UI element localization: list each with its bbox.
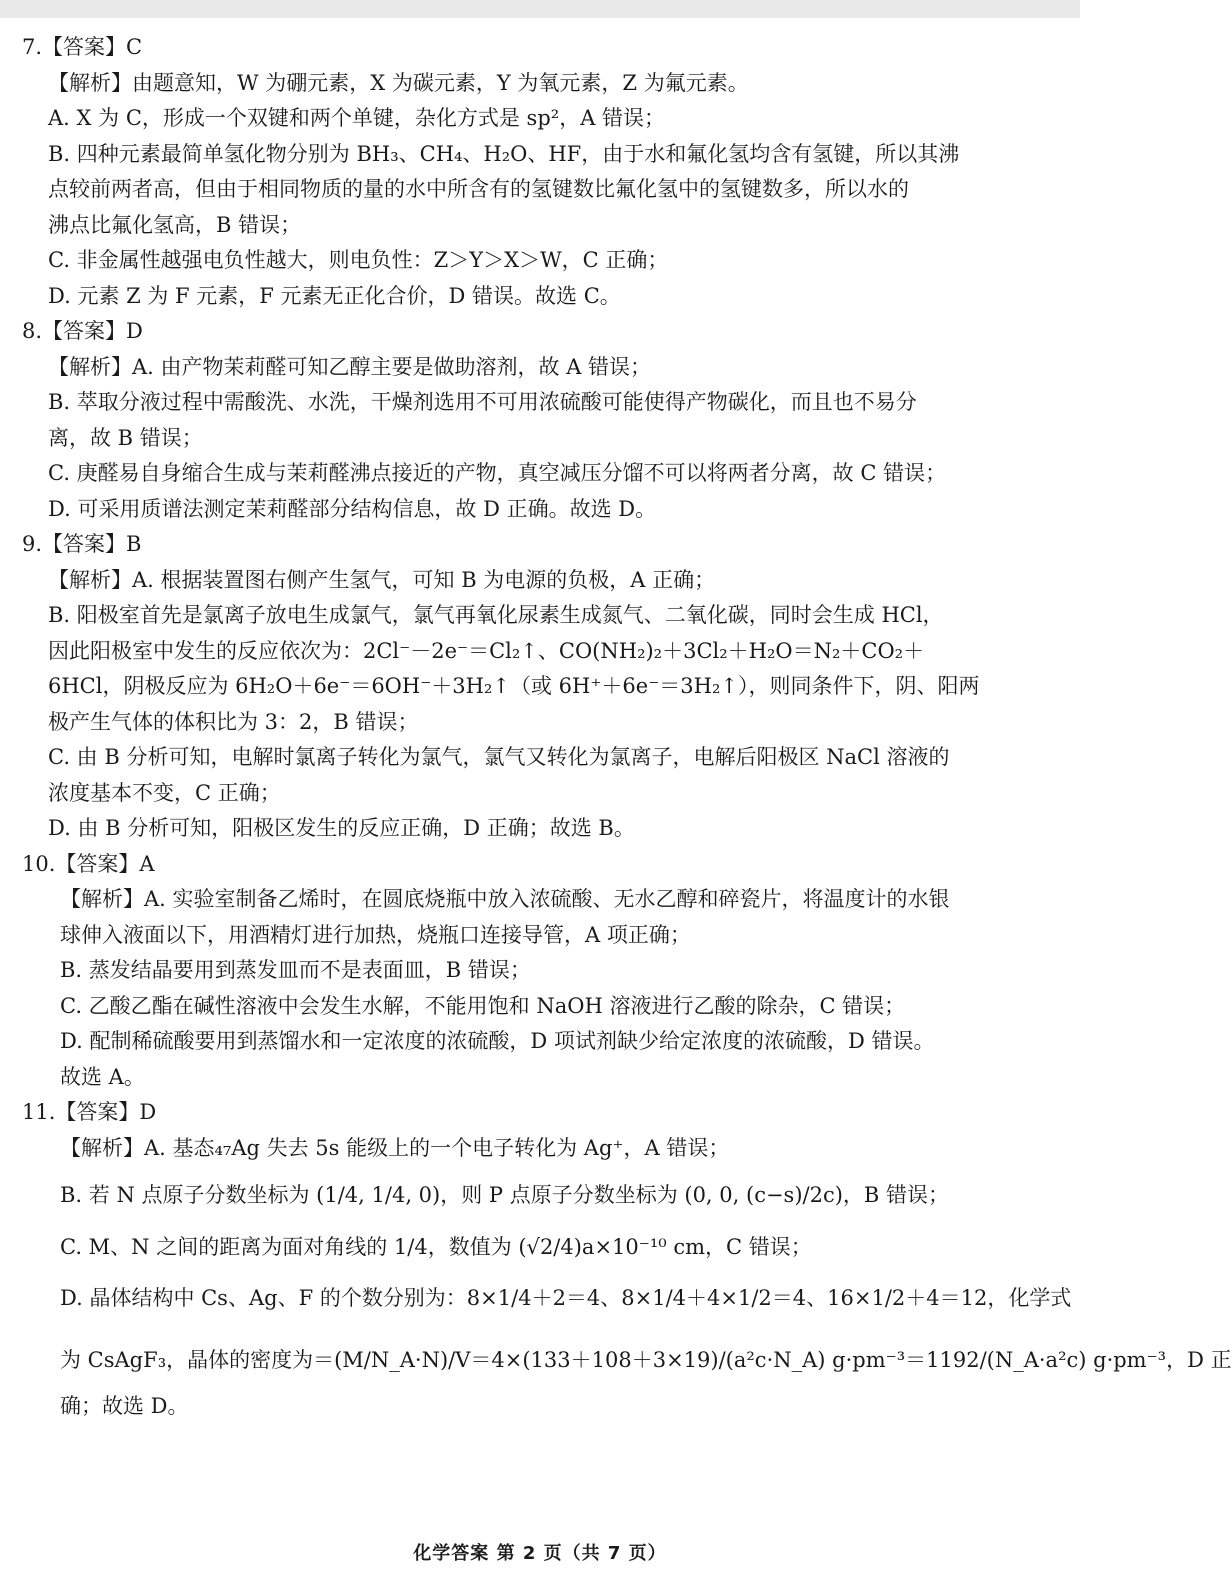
q11-answer: 11.【答案】D xyxy=(22,1100,157,1124)
q8-line-2: B. 萃取分液过程中需酸洗、水洗，干燥剂选用不可用浓硫酸可能使得产物碳化，而且也不易分 xyxy=(48,390,917,414)
scan-top-edge xyxy=(0,0,1080,18)
q9-line-4: 6HCl，阴极反应为 6H₂O＋6e⁻＝6OH⁻＋3H₂↑（或 6H⁺＋6e⁻＝3H₂↑），则同条件下，阴、阳两 xyxy=(48,674,980,698)
q9-line-8: D. 由 B 分析可知，阳极区发生的反应正确，D 正确；故选 B。 xyxy=(48,816,635,840)
q11-line-e: 为 CsAgF₃，晶体的密度为＝(M/N_A·N)/V＝4×(133＋108＋3×19)/(a²c·N_A) g·pm⁻³＝1192/(N_A·a²c) g·pm⁻³，D 正 xyxy=(60,1347,1232,1372)
q9-line-6: C. 由 B 分析可知，电解时氯离子转化为氯气，氯气又转化为氯离子，电解后阳极区 NaCl 溶液的 xyxy=(48,745,950,769)
q9-line-7: 浓度基本不变，C 正确； xyxy=(48,780,281,805)
q8-line-3: 离，故 B 错误； xyxy=(48,425,203,450)
q10-line-3: B. 蒸发结晶要用到蒸发皿而不是表面皿，B 错误； xyxy=(60,958,531,982)
q10-line-4: C. 乙酸乙酯在碱性溶液中会发生水解，不能用饱和 NaOH 溶液进行乙酸的除杂，C 错误； xyxy=(60,993,906,1018)
q7-line-6: C. 非金属性越强电负性越大，则电负性：Z＞Y＞X＞W，C 正确； xyxy=(48,248,669,272)
q10-line-1: 【解析】A. 实验室制备乙烯时，在圆底烧瓶中放入浓硫酸、无水乙醇和碎瓷片，将温度计的水银 xyxy=(60,887,950,911)
question-7 xyxy=(22,30,1052,314)
q11-line-c: C. M、N 之间的距离为面对角线的 1/4，数值为 (√2/4)a×10⁻¹⁰ cm，C 错误； xyxy=(60,1234,812,1259)
page-footer: 化学答案 第 2 页（共 7 页） xyxy=(413,1543,667,1564)
question-9 xyxy=(22,527,1052,847)
q11-line-d: D. 晶体结构中 Cs、Ag、F 的个数分别为：8×1/4＋2＝4、8×1/4＋4×1/2＝4、16×1/2＋4＝12，化学式 xyxy=(60,1286,1072,1310)
q7-line-3: B. 四种元素最简单氢化物分别为 BH₃、CH₄、H₂O、HF，由于水和氟化氢均含有氢键，所以其沸 xyxy=(48,141,960,166)
q9-line-1: 【解析】A. 根据装置图右侧产生氢气，可知 B 为电源的负极，A 正确； xyxy=(48,567,716,592)
q7-line-5: 沸点比氟化氢高，B 错误； xyxy=(48,212,302,237)
q10-line-6: 故选 A。 xyxy=(60,1064,145,1089)
q8-line-1: 【解析】A. 由产物茉莉醛可知乙醇主要是做助溶剂，故 A 错误； xyxy=(48,354,652,379)
q9-line-5: 极产生气体的体积比为 3：2，B 错误； xyxy=(48,709,419,734)
question-11 xyxy=(22,1095,1232,1424)
q10-answer: 10.【答案】A xyxy=(22,851,155,876)
q9-answer: 9.【答案】B xyxy=(22,532,142,556)
q11-line-a: 【解析】A. 基态₄₇Ag 失去 5s 能级上的一个电子转化为 Ag⁺，A 错误； xyxy=(60,1135,730,1160)
question-8 xyxy=(22,314,1052,527)
question-10 xyxy=(22,847,1052,1096)
q10-line-5: D. 配制稀硫酸要用到蒸馏水和一定浓度的浓硫酸，D 项试剂缺少给定浓度的浓硫酸，D 错误。 xyxy=(60,1029,935,1053)
q10-line-2: 球伸入液面以下，用酒精灯进行加热，烧瓶口连接导管，A 项正确； xyxy=(60,922,691,947)
q11-line-f: 确；故选 D。 xyxy=(60,1393,189,1418)
q9-line-3: 因此阳极室中发生的反应依次为：2Cl⁻－2e⁻＝Cl₂↑、CO(NH₂)₂＋3Cl₂＋H₂O＝N₂＋CO₂＋ xyxy=(48,638,925,663)
q7-line-2: A. X 为 C，形成一个双键和两个单键，杂化方式是 sp²，A 错误； xyxy=(48,106,666,130)
q7-line-4: 点较前两者高，但由于相同物质的量的水中所含有的氢键数比氟化氢中的氢键数多，所以水的 xyxy=(48,177,909,201)
answer-page xyxy=(22,30,1232,1424)
q7-answer: 7.【答案】C xyxy=(22,35,143,59)
q11-line-b: B. 若 N 点原子分数坐标为 (1/4, 1/4, 0)，则 P 点原子分数坐标为 (0, 0, (c−s)/2c)，B 错误； xyxy=(60,1183,950,1207)
q9-line-2: B. 阳极室首先是氯离子放电生成氯气，氯气再氧化尿素生成氮气、二氧化碳，同时会生成 HCl， xyxy=(48,603,944,627)
q7-line-7: D. 元素 Z 为 F 元素，F 元素无正化合价，D 错误。故选 C。 xyxy=(48,283,621,308)
q8-line-5: D. 可采用质谱法测定茉莉醛部分结构信息，故 D 正确。故选 D。 xyxy=(48,496,657,521)
q8-answer: 8.【答案】D xyxy=(22,319,143,343)
q7-line-1: 【解析】由题意知，W 为硼元素，X 为碳元素，Y 为氧元素，Z 为氟元素。 xyxy=(48,70,749,95)
q8-line-4: C. 庚醛易自身缩合生成与茉莉醛沸点接近的产物，真空减压分馏不可以将两者分离，故 C 错误； xyxy=(48,461,947,485)
